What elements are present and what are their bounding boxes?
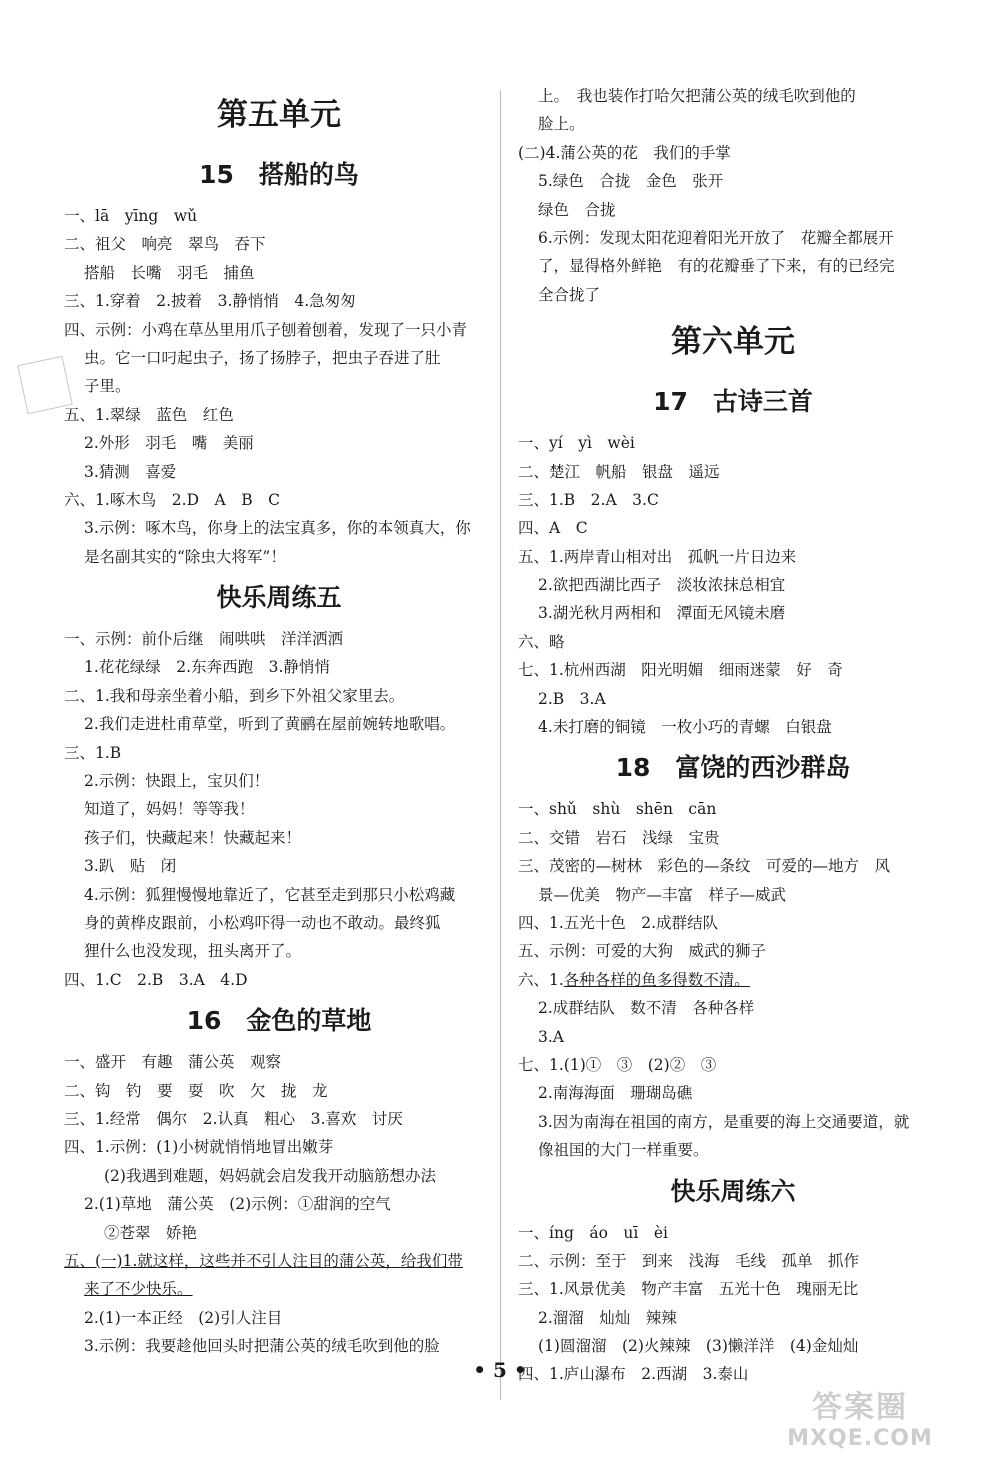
answer-line: 四、1.C 2.B 3.A 4.D: [64, 970, 248, 989]
answer-line: 六、1.啄木鸟 2.D A B C: [64, 490, 280, 509]
answer-line: 了，显得格外鲜艳 有的花瓣垂了下来，有的已经完: [538, 257, 895, 276]
answer-line: 一、yí yì wèi: [518, 434, 635, 453]
lesson-16-title: 16 金色的草地: [186, 1006, 372, 1036]
answer-line: 3.湖光秋月两相和 潭面无风镜未磨: [538, 604, 786, 623]
answer-line: 孩子们，快藏起来！快藏起来！: [84, 828, 302, 847]
lesson-16-continued-answers: [518, 82, 948, 309]
lesson-18-title: 18 富饶的西沙群岛: [615, 753, 851, 783]
weekly-practice-5-answers: [64, 625, 494, 994]
answer-line: 2.外形 羽毛 嘴 美丽: [84, 434, 254, 453]
lesson-16-answers: [64, 1048, 494, 1247]
answer-line: 像祖国的大门一样重要。: [538, 1141, 709, 1160]
lesson-18-q6-underlined: 各种各样的鱼多得数不清。: [563, 970, 750, 989]
weekly-practice-5-title: 快乐周练五: [216, 583, 342, 613]
answer-line: 绿色 合拢: [538, 200, 616, 219]
answer-line: 3.猜测 喜爱: [84, 462, 177, 481]
answer-line: 知道了，妈妈！等等我！: [84, 800, 255, 819]
answer-line: 二、交错 岩石 浅绿 宝贵: [518, 828, 720, 847]
answer-line: 五、示例：可爱的大狗 威武的狮子: [518, 942, 767, 961]
answer-line: 是名副其实的“除虫大将军”！: [84, 547, 286, 566]
lesson-17-title: 17 古诗三首: [653, 387, 813, 417]
answer-line: 身的黄桦皮跟前，小松鸡吓得一动也不敢动。最终狐: [84, 913, 441, 932]
answer-line: 五、1.两岸青山相对出 孤帆一片日边来: [518, 547, 797, 566]
watermark-logo: 答案圈: [812, 1390, 908, 1425]
answer-line: 四、A C: [518, 519, 588, 538]
answer-line: 三、1.B: [64, 743, 122, 762]
unit-6-title: 第六单元: [671, 324, 795, 361]
answer-line: 2.欲把西湖比西子 淡妆浓抹总相宜: [538, 576, 786, 595]
answer-line: 景—优美 物产—丰富 样子—威武: [538, 885, 787, 904]
lesson-18-answers: [518, 795, 948, 965]
answer-line: 3.A: [538, 1027, 564, 1046]
lesson-18-answers-cont: [518, 994, 948, 1164]
answer-line: (二)4.蒲公英的花 我们的手掌: [518, 143, 731, 162]
answer-line: 3.因为南海在祖国的南方，是重要的海上交通要道，就: [538, 1112, 910, 1131]
answer-line: 四、1.庐山瀑布 2.西湖 3.泰山: [518, 1365, 749, 1384]
answer-line: 1.花花绿绿 2.东奔西跑 3.静悄悄: [84, 658, 330, 677]
answer-line: 2.南海海面 珊瑚岛礁: [538, 1084, 693, 1103]
unit-5-title: 第五单元: [217, 97, 341, 133]
answer-line: 四、示例：小鸡在草丛里用爪子刨着刨着，发现了一只小青: [64, 320, 468, 339]
answer-line: 六、略: [518, 632, 565, 651]
answer-line: 2.成群结队 数不清 各种各样: [538, 999, 755, 1018]
answer-line: 四、1.五光十色 2.成群结队: [518, 913, 719, 932]
site-watermark: [760, 1382, 960, 1462]
answer-line: 子里。: [84, 377, 131, 396]
answer-line: 虫。它一口叼起虫子，扬了扬脖子，把虫子吞进了肚: [84, 348, 441, 367]
lesson-16-q5-underlined-line1: 五、(一)1.就这样，这些并不引人注目的蒲公英，给我们带: [64, 1251, 463, 1270]
lesson-17-answers: [518, 429, 948, 741]
left-column: [64, 82, 494, 1360]
answer-line: 七、1.杭州西湖 阳光明媚 细雨迷蒙 好 奇: [518, 661, 843, 680]
answer-line: 2.(1)草地 蒲公英 (2)示例：①甜润的空气: [84, 1195, 391, 1214]
lesson-16-q5-underlined-line2: 来了不少快乐。: [84, 1280, 193, 1299]
column-divider: [500, 90, 501, 1400]
page-number: • 5 •: [473, 1358, 527, 1382]
answer-line: 四、1.示例：(1)小树就悄悄地冒出嫩芽: [64, 1138, 334, 1157]
lesson-15-title: 15 搭船的鸟: [199, 160, 359, 189]
answer-line: 上。 我也装作打哈欠把蒲公英的绒毛吹到他的: [538, 87, 856, 105]
answer-line: 一、lā yīng wǔ: [64, 207, 198, 225]
answer-line: 2.(1)一本正经 (2)引人注目: [84, 1308, 283, 1327]
answer-line: 三、1.风景优美 物产丰富 五光十色 瑰丽无比: [518, 1280, 859, 1299]
watermark-url: MXQE.COM: [787, 1426, 933, 1451]
answer-line: 搭船 长嘴 羽毛 捕鱼: [84, 263, 255, 282]
answer-line: 全合拢了: [538, 285, 601, 304]
answer-line: 4.未打磨的铜镜 一枚小巧的青螺 白银盘: [538, 718, 832, 737]
answer-line: 狸什么也没发现，扭头离开了。: [84, 942, 302, 961]
answer-line: 2.示例：快跟上，宝贝们！: [84, 772, 270, 791]
answer-line: 脸上。: [538, 115, 585, 134]
answer-line: 2.B 3.A: [538, 689, 606, 708]
answer-line: ②苍翠 娇艳: [104, 1223, 198, 1242]
answer-line: 二、钩 钓 要 耍 吹 欠 拢 龙: [64, 1081, 328, 1100]
lesson-16-answers-cont: [64, 1304, 494, 1361]
answer-line: 5.绿色 合拢 金色 张开: [538, 172, 724, 191]
answer-line: 3.示例：我要趁他回头时把蒲公英的绒毛吹到他的脸: [84, 1337, 440, 1356]
answer-line: 一、盛开 有趣 蒲公英 观察: [64, 1053, 282, 1072]
answer-line: 二、1.我和母亲坐着小船，到乡下外祖父家里去。: [64, 686, 405, 705]
answer-line: (1)圆溜溜 (2)火辣辣 (3)懒洋洋 (4)金灿灿: [538, 1337, 859, 1356]
answer-line: 三、1.穿着 2.披着 3.静悄悄 4.急匆匆: [64, 292, 356, 311]
answer-line: 3.示例：啄木鸟，你身上的法宝真多，你的本领真大，你: [84, 519, 471, 538]
answer-line: 二、楚江 帆船 银盘 遥远: [518, 462, 720, 481]
answer-line: 一、íng áo uī èi: [518, 1223, 669, 1242]
answer-line: 一、示例：前仆后继 闹哄哄 洋洋洒洒: [64, 630, 344, 649]
answer-line: 3.趴 贴 闭: [84, 857, 177, 876]
answer-line: 二、示例：至于 到来 浅海 毛线 孤单 抓作: [518, 1251, 860, 1270]
answer-line: 七、1.(1)① ③ (2)② ③: [518, 1055, 717, 1074]
answer-line: 五、1.翠绿 蓝色 红色: [64, 405, 234, 424]
right-column: [518, 82, 948, 1389]
answer-line: 2.溜溜 灿灿 辣辣: [538, 1308, 677, 1327]
weekly-practice-6-title: 快乐周练六: [670, 1176, 796, 1206]
answer-line: 一、shǔ shù shēn cān: [518, 800, 717, 819]
answer-line: 2.我们走进杜甫草堂，听到了黄鹂在屋前婉转地歌唱。: [84, 715, 456, 734]
lesson-15-answers: [64, 202, 494, 571]
answer-line: 三、1.B 2.A 3.C: [518, 490, 659, 509]
lesson-18-q6-prefix: 六、1.: [518, 970, 564, 989]
answer-line: (2)我遇到难题，妈妈就会启发我开动脑筋想办法: [104, 1166, 436, 1185]
answer-line: 6.示例：发现太阳花迎着阳光开放了 花瓣全都展开: [538, 228, 894, 247]
answer-line: 三、茂密的—树林 彩色的—条纹 可爱的—地方 风: [518, 857, 891, 876]
answer-line: 二、祖父 响亮 翠鸟 吞下: [64, 235, 266, 254]
answer-line: 三、1.经常 偶尔 2.认真 粗心 3.喜欢 讨厌: [64, 1109, 403, 1128]
lesson-18-q6-line: [518, 966, 948, 994]
answer-line: 4.示例：狐狸慢慢地靠近了，它甚至走到那只小松鸡藏: [84, 885, 456, 904]
